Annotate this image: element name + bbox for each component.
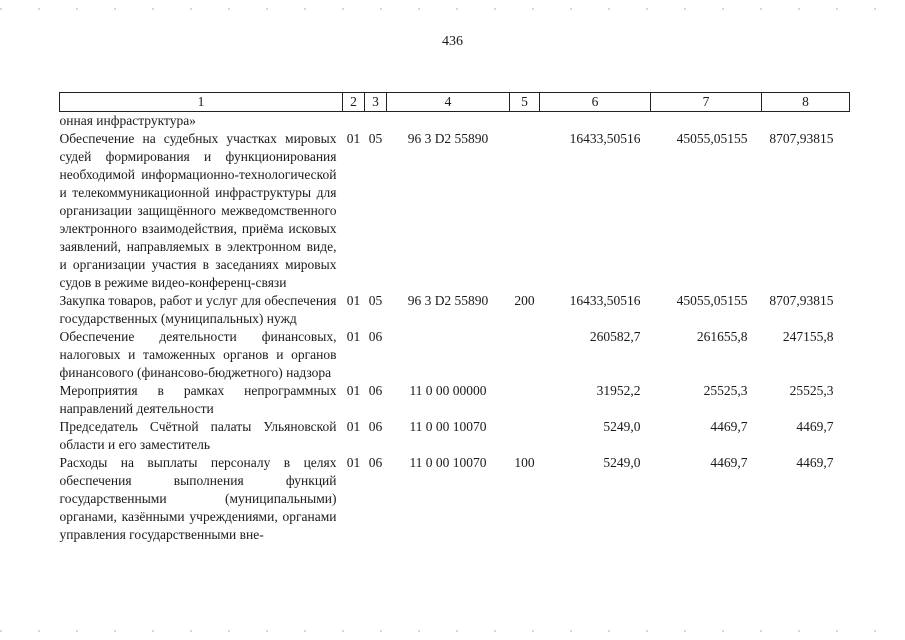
row-amount-7: 261655,8 (696, 329, 748, 344)
header-col-1: 1 (60, 93, 343, 112)
row-name: Мероприятия в рамках непрограммных направлений деятельности (59, 383, 337, 416)
row-expense-type (510, 328, 540, 382)
header-col-7: 7 (651, 93, 762, 112)
table-row (60, 112, 850, 131)
row-section: 01 (346, 293, 361, 308)
row-amount-6: 16433,50516 (569, 131, 641, 146)
row-target-code (387, 328, 510, 382)
row-amount-7: 45055,05155 (676, 293, 748, 308)
row-target-code: 11 0 00 10070 (409, 455, 487, 470)
row-amount-8: 4469,7 (796, 455, 834, 470)
row-target-code: 96 3 D2 55890 (407, 131, 489, 146)
row-name: Обеспечение на судебных участках мировых судей формирования и функционирования необходимой информационно-технологической и телекоммуникационной инфраструктуры для организации защищённого межведомственного электронного взаимодействия, приёма исковых заявлений, направляемых в электронном виде, и организации участия в заседаниях мировых судов в режиме видео-конференц-связи (59, 131, 337, 290)
row-subsection: 05 (368, 131, 383, 146)
row-subsection: 05 (368, 293, 383, 308)
table-row (60, 292, 850, 328)
row-expense-type (510, 130, 540, 292)
header-col-6: 6 (540, 93, 651, 112)
row-subsection: 06 (368, 419, 383, 434)
row-amount-6: 31952,2 (596, 383, 641, 398)
row-amount-7: 25525,3 (703, 383, 748, 398)
row-amount-7: 4469,7 (710, 419, 748, 434)
row-section: 01 (346, 131, 361, 146)
row-target-code: 11 0 00 10070 (409, 419, 487, 434)
row-amount-7 (651, 112, 762, 131)
row-subsection: 06 (368, 455, 383, 470)
row-amount-7: 45055,05155 (676, 131, 748, 146)
row-amount-8: 8707,93815 (769, 293, 834, 308)
row-target-code: 96 3 D2 55890 (407, 293, 489, 308)
row-amount-8: 247155,8 (782, 329, 834, 344)
row-section: 01 (346, 329, 361, 344)
budget-table (59, 92, 850, 544)
row-expense-type: 200 (514, 293, 535, 308)
row-name: Председатель Счётной палаты Ульяновской области и его заместитель (59, 419, 337, 452)
row-name: онная инфраструктура» (59, 113, 196, 128)
row-section (343, 112, 365, 131)
row-subsection: 06 (368, 329, 383, 344)
row-expense-type (510, 112, 540, 131)
row-target-code: 11 0 00 00000 (409, 383, 487, 398)
table-row (60, 130, 850, 292)
row-amount-6: 260582,7 (589, 329, 641, 344)
scan-artifact-top (0, 8, 905, 10)
row-name: Обеспечение деятельности финансовых, налоговых и таможенных органов и органов финансового (финансово-бюджетного) надзора (59, 329, 337, 380)
row-amount-7: 4469,7 (710, 455, 748, 470)
header-col-2: 2 (343, 93, 365, 112)
row-section: 01 (346, 455, 361, 470)
row-target-code (387, 112, 510, 131)
row-section: 01 (346, 419, 361, 434)
row-amount-6: 5249,0 (603, 455, 641, 470)
row-subsection: 06 (368, 383, 383, 398)
row-expense-type: 100 (514, 455, 535, 470)
row-amount-8: 4469,7 (796, 419, 834, 434)
row-section: 01 (346, 383, 361, 398)
table-row (60, 418, 850, 454)
row-amount-8 (762, 112, 850, 131)
row-expense-type (510, 382, 540, 418)
header-col-3: 3 (365, 93, 387, 112)
row-amount-6: 5249,0 (603, 419, 641, 434)
row-name: Закупка товаров, работ и услуг для обеспечения государственных (муниципальных) нужд (59, 293, 337, 326)
page-number: 436 (442, 34, 463, 49)
row-name: Расходы на выплаты персоналу в целях обеспечения выполнения функций государственными (муниципальными) органами, казёнными учреждениями, органами управления государственными вне- (59, 455, 337, 542)
table-row (60, 382, 850, 418)
row-subsection (365, 112, 387, 131)
scan-artifact-bottom (0, 630, 905, 632)
header-col-8: 8 (762, 93, 850, 112)
row-amount-8: 25525,3 (789, 383, 834, 398)
row-amount-6: 16433,50516 (569, 293, 641, 308)
header-col-4: 4 (387, 93, 510, 112)
row-amount-8: 8707,93815 (769, 131, 834, 146)
row-amount-6 (540, 112, 651, 131)
header-col-5: 5 (510, 93, 540, 112)
table-header-row (60, 93, 850, 112)
table-row (60, 454, 850, 544)
table-row (60, 328, 850, 382)
row-expense-type (510, 418, 540, 454)
